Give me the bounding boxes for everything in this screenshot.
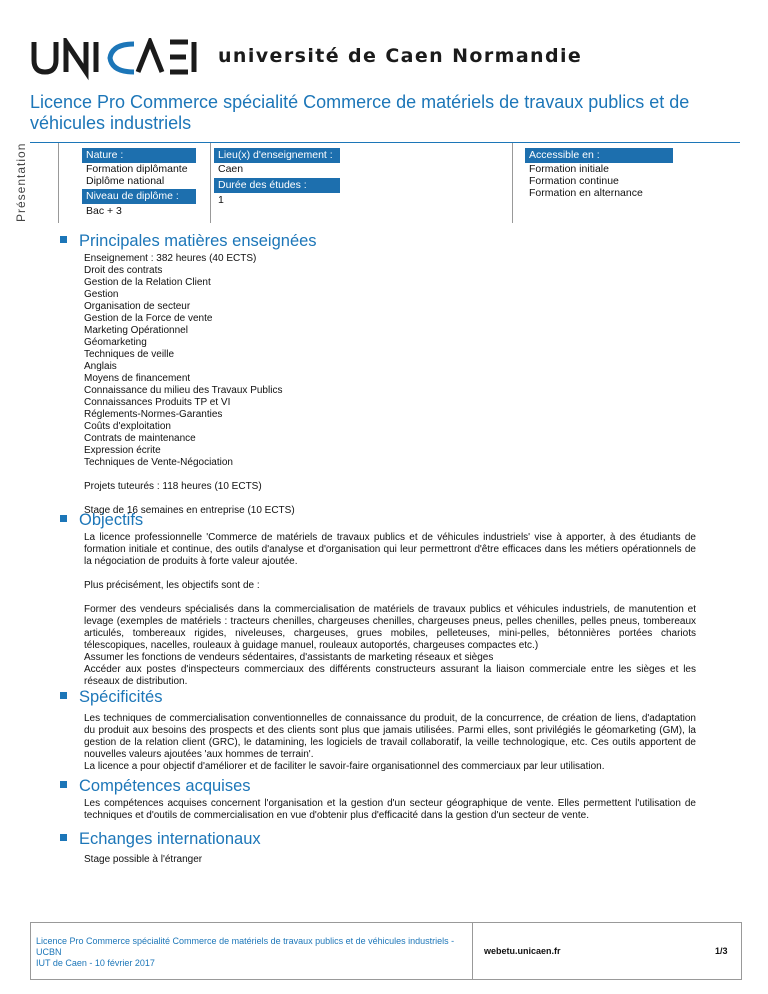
list-item: Expression écrite: [84, 445, 161, 456]
accessible-line: Formation en alternance: [529, 187, 643, 199]
accessible-label: Accessible en :: [525, 148, 673, 163]
paragraph: Plus précisément, les objectifs sont de :: [84, 580, 260, 591]
section-heading-specificites: Spécificités: [60, 688, 162, 707]
list-item: Contrats de maintenance: [84, 433, 196, 444]
list-item: Techniques de Vente-Négociation: [84, 457, 233, 468]
footer-divider: [472, 922, 473, 980]
stage-text: Stage de 16 semaines en entreprise (10 ECTS): [84, 505, 295, 516]
list-item: Connaissance du milieu des Travaux Publics: [84, 385, 283, 396]
list-item: Organisation de secteur: [84, 301, 191, 312]
nature-label: Nature :: [82, 148, 196, 163]
list-item: Anglais: [84, 361, 117, 372]
projets-text: Projets tuteurés : 118 heures (10 ECTS): [84, 481, 262, 492]
echanges-text: [84, 854, 696, 866]
paragraph: Former des vendeurs spécialisés dans la commercialisation de matériels de travaux publics et véhicules industriels, de manutention et levage (exemples de matériels : tracteurs chenilles, chargeuses chenilles, chargeuses pneus, pelles chenilles, pelles pneus, tombereaux articulés, tombereaux rigides, niveleuses, chargeuses, grues mobiles, pelleteuses, mini-pelles, bétonnières portées chariots télescopiques, nacelles, rouleaux à guidage manuel, rouleaux autoportés, chargeuses compactes etc.): [84, 604, 696, 651]
accessible-values: [529, 163, 643, 199]
niveau-label: Niveau de diplôme :: [82, 189, 196, 204]
list-item: Géomarketing: [84, 337, 147, 348]
nature-line: Diplôme national: [86, 175, 165, 187]
divider: [512, 143, 513, 223]
list-item: Réglements-Normes-Garanties: [84, 409, 223, 420]
list-item: Enseignement : 382 heures (40 ECTS): [84, 253, 257, 264]
section-heading-echanges: Echanges internationaux: [60, 830, 261, 849]
section-heading-competences: Compétences acquises: [60, 777, 251, 796]
objectifs-text: [84, 532, 696, 688]
duree-label: Durée des études :: [214, 178, 340, 193]
square-bullet-icon: [60, 515, 67, 522]
lieu-value: Caen: [218, 163, 244, 175]
list-item: Coûts d'exploitation: [84, 421, 171, 432]
nature-values: [86, 163, 188, 187]
presentation-side-label: Présentation: [14, 142, 28, 222]
section-heading-matieres: Principales matières enseignées: [60, 232, 317, 251]
accessible-line: Formation continue: [529, 175, 619, 187]
list-item: Droit des contrats: [84, 265, 163, 276]
unicaen-logo: [30, 38, 200, 82]
footer-info: [36, 936, 466, 969]
specificites-text: [84, 713, 696, 773]
footer-url[interactable]: webetu.unicaen.fr: [484, 946, 561, 956]
nature-line: Formation diplômante: [86, 163, 188, 175]
list-item: Moyens de financement: [84, 373, 191, 384]
square-bullet-icon: [60, 692, 67, 699]
divider: [210, 143, 211, 223]
university-name: université de Caen Normandie: [218, 45, 583, 67]
lieu-label: Lieu(x) d'enseignement :: [214, 148, 340, 163]
list-item: Techniques de veille: [84, 349, 175, 360]
footer-line: UCBN: [36, 947, 62, 957]
square-bullet-icon: [60, 781, 67, 788]
title-divider: [30, 142, 740, 143]
paragraph: Stage possible à l'étranger: [84, 854, 203, 865]
niveau-value: Bac + 3: [86, 205, 122, 217]
matieres-list: [84, 253, 696, 517]
duree-value: 1: [218, 194, 224, 206]
footer-line: IUT de Caen - 10 février 2017: [36, 958, 155, 968]
paragraph: Les techniques de commercialisation conventionnelles de connaissance du produit, de la concurrence, de création de liens, d'adaptation du produit aux besoins des prospects et des clients sont plus que jamais utilisées. Parmi elles, sont privilégiés le géomarketing (GM), la gestion de la relation client (GRC), le datamining, les logiciels de travail collaboratif, la veille technologique, etc. Ces outils apportent de nouvelles valeurs ajoutées 'aux hommes de terrain'.: [84, 713, 696, 760]
list-item: Connaissances Produits TP et VI: [84, 397, 231, 408]
square-bullet-icon: [60, 236, 67, 243]
list-item: Gestion de la Relation Client: [84, 277, 211, 288]
list-item: Gestion de la Force de vente: [84, 313, 213, 324]
paragraph: Les compétences acquises concernent l'organisation et la gestion d'un secteur géographique de vente. Elles permettent l'utilisation de techniques et d'outils de commercialisation en vue d'obtenir plus d'efficacité dans la gestion d'un secteur de vente.: [84, 798, 696, 821]
page-title: Licence Pro Commerce spécialité Commerce de matériels de travaux publics et de véhicules industriels: [30, 92, 690, 133]
paragraph: Assumer les fonctions de vendeurs sédentaires, d'assistants de marketing réseaux et sièges: [84, 652, 494, 663]
divider: [58, 143, 59, 223]
paragraph: La licence professionnelle 'Commerce de matériels de travaux publics et de véhicules industriels' vise à apporter, à des étudiants de formation initiale et continue, des outils d'analyse et d'organisation qui leur permettront d'être efficaces dans les métiers opérationnels de la négociation de produits à forte valeur ajoutée.: [84, 532, 696, 567]
square-bullet-icon: [60, 834, 67, 841]
list-item: Marketing Opérationnel: [84, 325, 188, 336]
competences-text: [84, 798, 696, 822]
section-heading-objectifs: Objectifs: [60, 511, 143, 530]
paragraph: Accéder aux postes d'inspecteurs commerciaux des différents constructeurs assurant la liaison commerciale entre les sièges et les réseaux de distribution.: [84, 664, 696, 687]
list-item: Gestion: [84, 289, 119, 300]
accessible-line: Formation initiale: [529, 163, 609, 175]
paragraph: La licence a pour objectif d'améliorer et de faciliter le savoir-faire organisationnel des commerciaux par leur utilisation.: [84, 761, 605, 772]
page-number: 1/3: [715, 946, 728, 956]
footer-line: Licence Pro Commerce spécialité Commerce de matériels de travaux publics et de véhicules industriels -: [36, 936, 455, 946]
